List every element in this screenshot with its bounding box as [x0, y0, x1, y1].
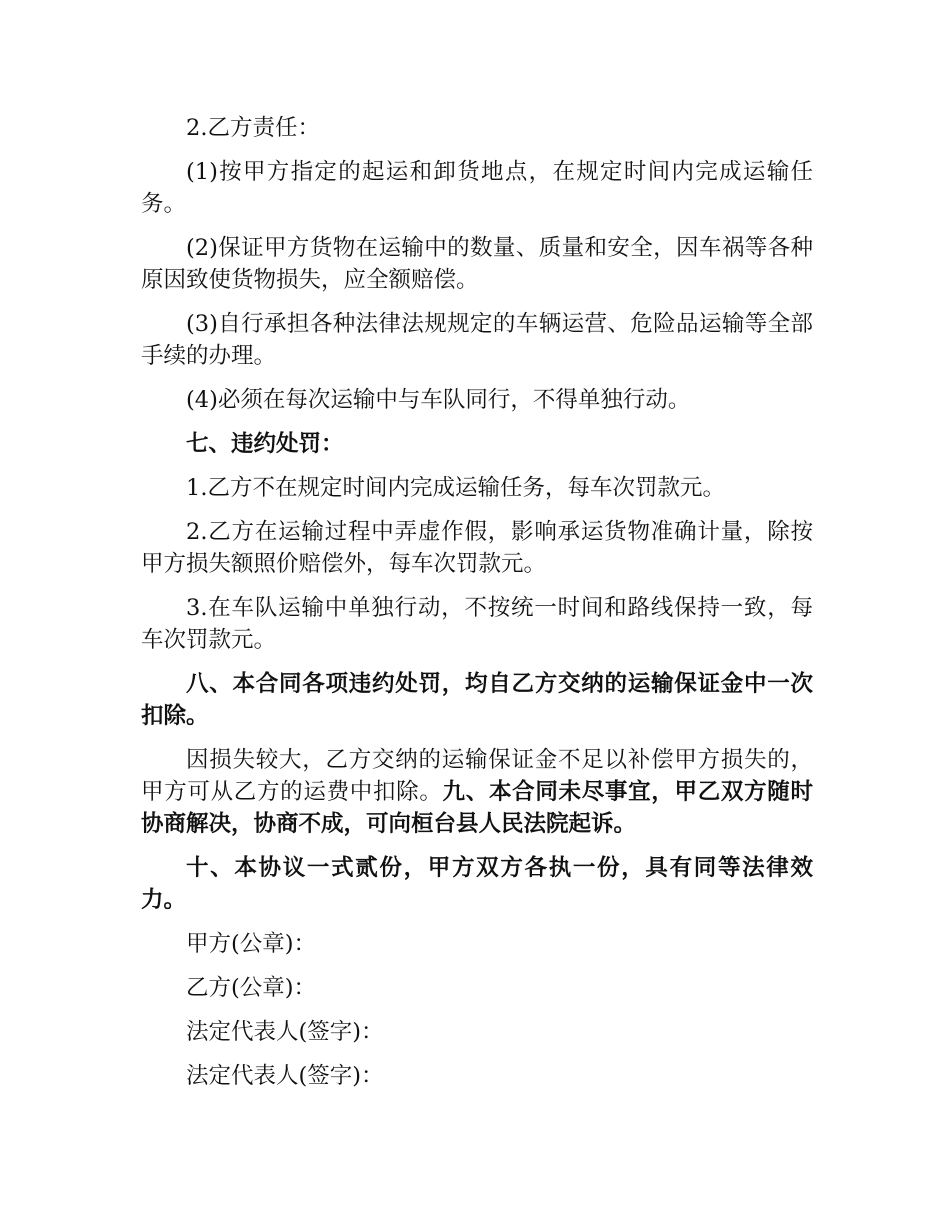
legal-rep-b-signature-line: 法定代表人(签字)：	[186, 1063, 384, 1089]
party-a-seal-line: 甲方(公章)：	[186, 931, 317, 957]
duty-item-3: (3)自行承担各种法律法规规定的车辆运营、危险品运输等全部手续的办理。	[141, 311, 813, 369]
section-7-heading: 七、违约处罚：	[186, 431, 344, 457]
section-10: 十、本协议一式贰份，甲方双方各执一份，具有同等法律效力。	[141, 855, 813, 913]
penalty-item-3: 3.在车队运输中单独行动，不按统一时间和路线保持一致，每车次罚款元。	[141, 595, 813, 653]
duty-item-1: (1)按甲方指定的起运和卸货地点，在规定时间内完成运输任务。	[141, 159, 813, 217]
duty-item-4: (4)必须在每次运输中与车队同行，不得单独行动。	[186, 387, 691, 413]
section-9: 九、本合同未尽事宜，甲乙双方随时协商解决，协商不成，可向桓台县人民法院起诉。	[141, 779, 813, 837]
duty-item-2: (2)保证甲方货物在运输中的数量、质量和安全，因车祸等各种原因致使货物损失，应全额赔偿。	[141, 235, 813, 293]
party-b-seal-line: 乙方(公章)：	[186, 975, 317, 1001]
section-8: 八、本合同各项违约处罚，均自乙方交纳的运输保证金中一次扣除。	[141, 671, 813, 729]
party-b-duty-heading: 2.乙方责任：	[186, 115, 320, 141]
section-8-note-and-section-9	[141, 744, 813, 840]
contract-page	[141, 112, 813, 1104]
legal-rep-a-signature-line: 法定代表人(签字)：	[186, 1019, 384, 1045]
section-8-note: 因损失较大，乙方交纳的运输保证金不足以补偿甲方损失的，甲方可从乙方的运费中扣除。	[141, 747, 813, 805]
penalty-item-2: 2.乙方在运输过程中弄虚作假，影响承运货物准确计量，除按甲方损失额照价赔偿外，每车次罚款元。	[141, 519, 813, 577]
penalty-item-1: 1.乙方不在规定时间内完成运输任务，每车次罚款元。	[186, 475, 725, 501]
